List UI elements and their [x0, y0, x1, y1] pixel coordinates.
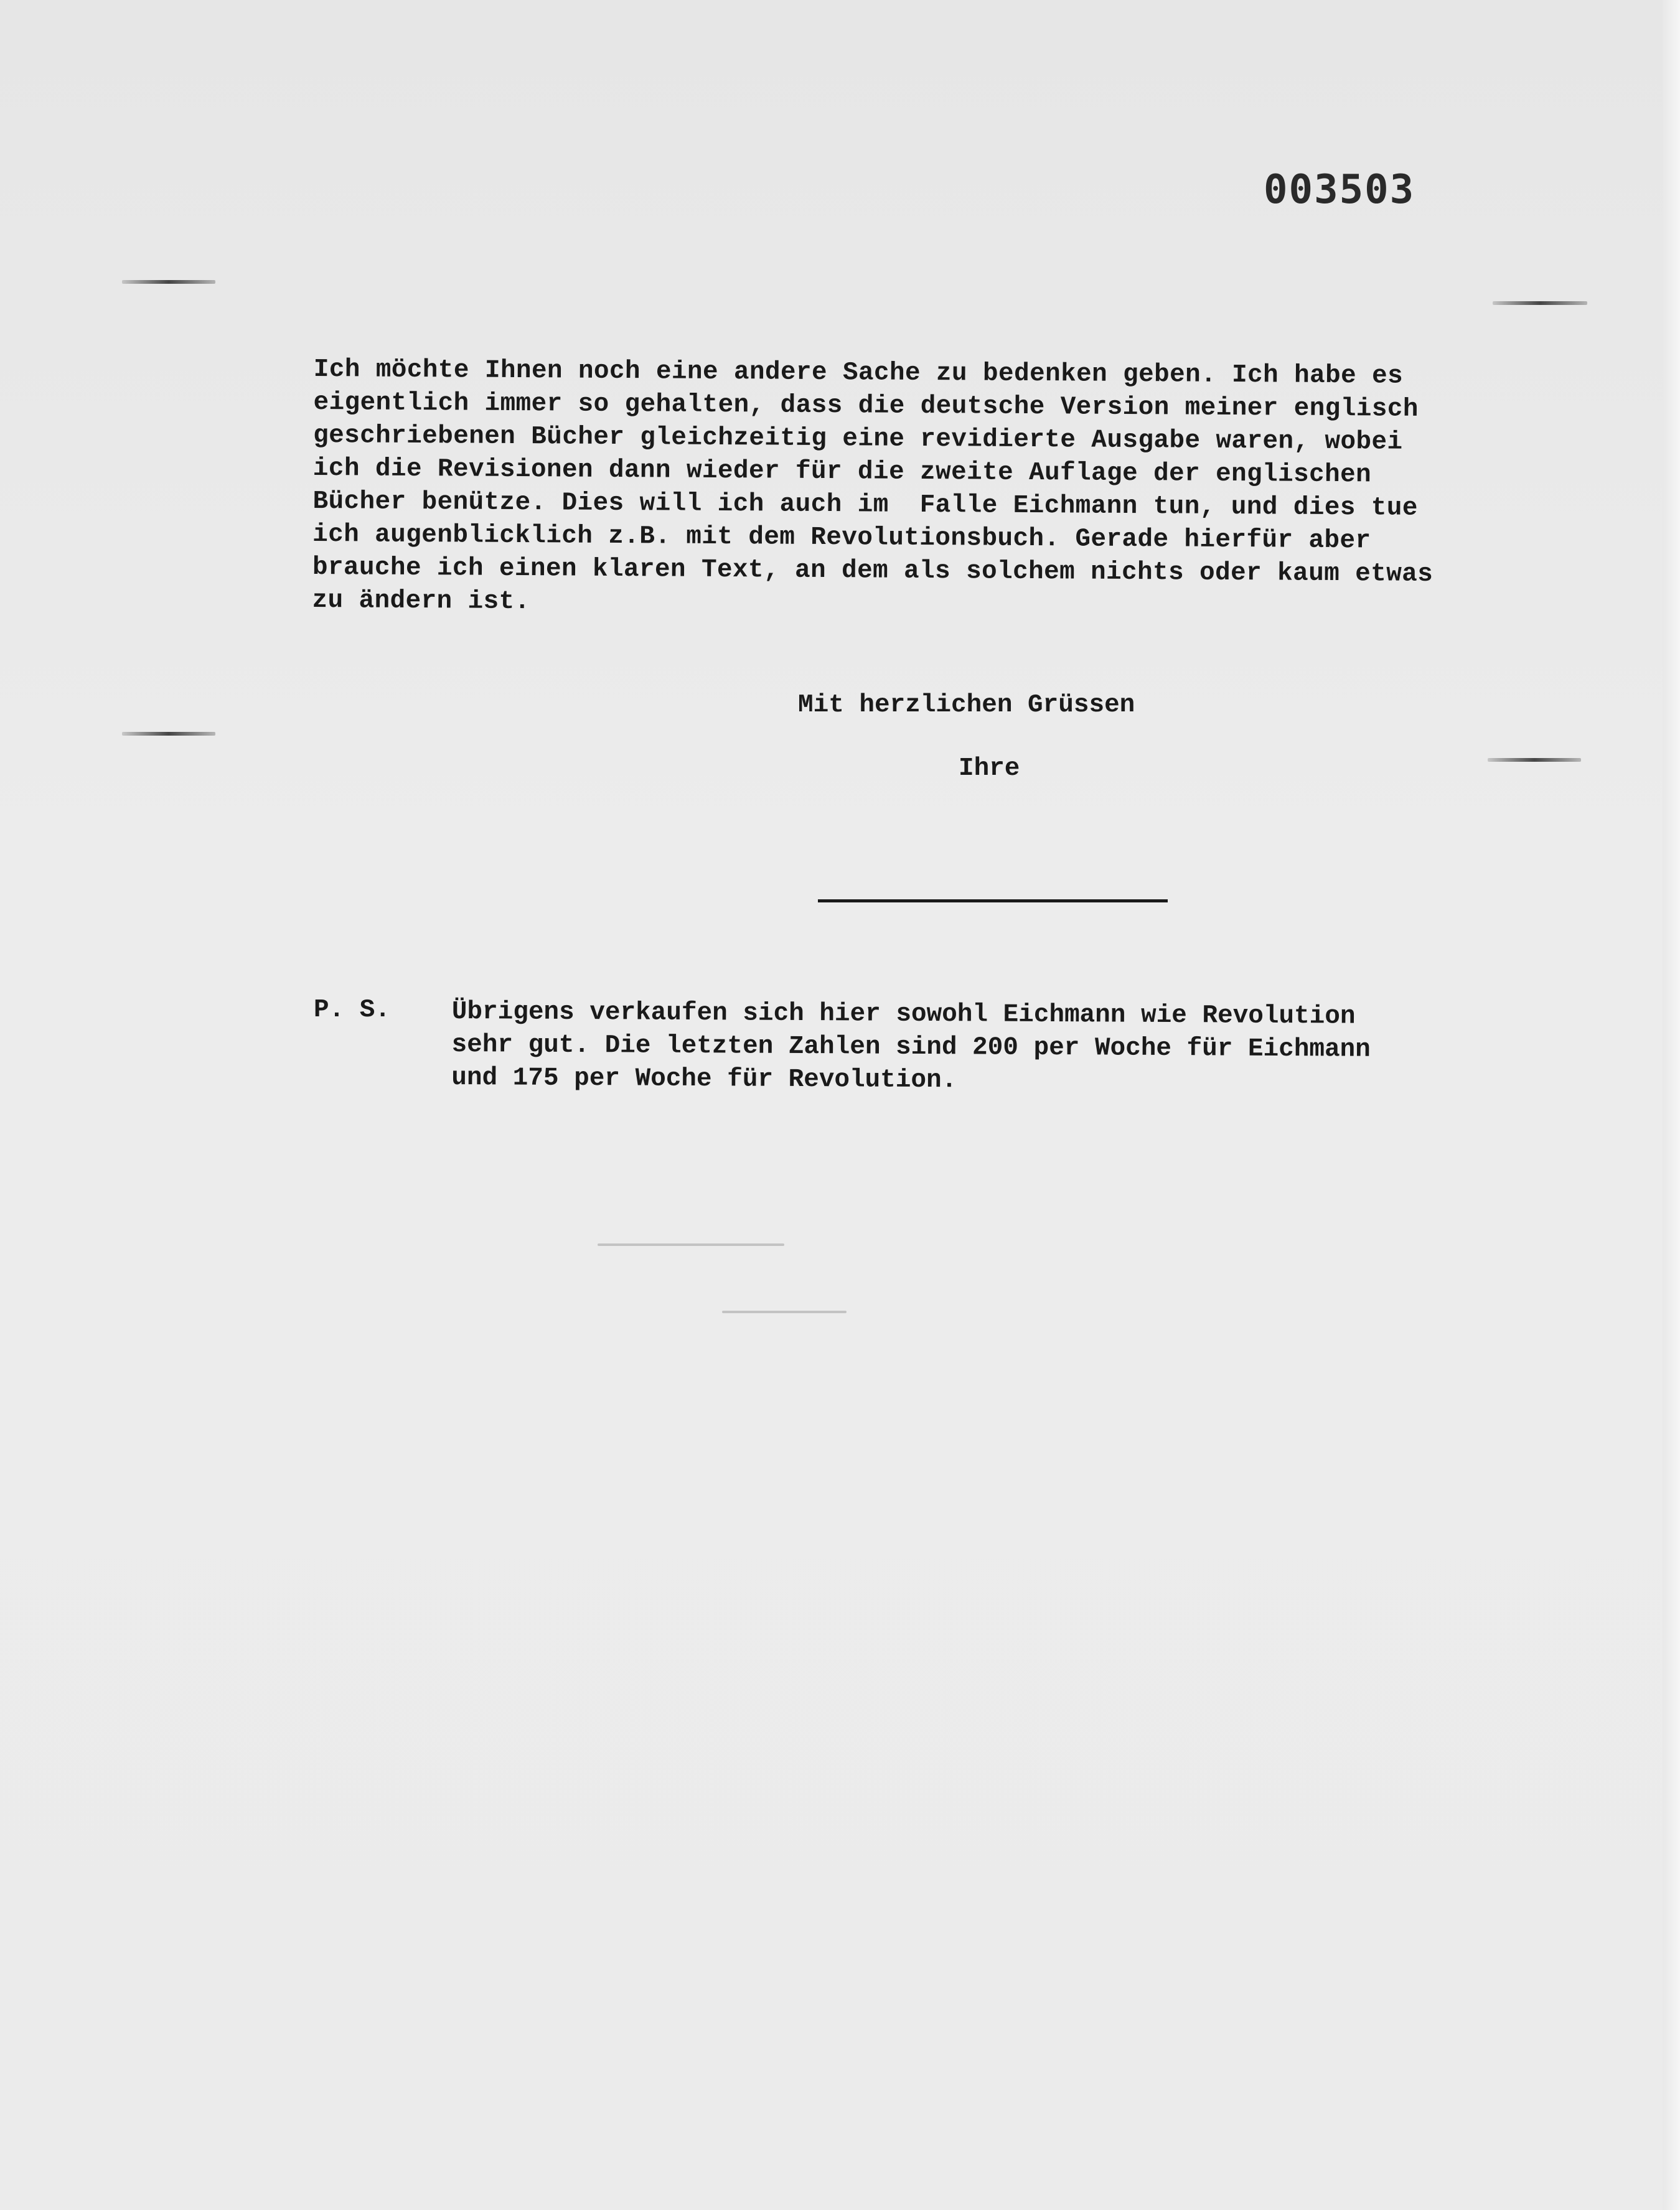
left-margin-mark-top [122, 280, 215, 284]
postscript-line: sehr gut. Die letzten Zahlen sind 200 per Woche für Eichmann [451, 1030, 1371, 1064]
page-edge [1663, 0, 1680, 2210]
document-number: 003503 [1264, 167, 1415, 213]
letter-body [312, 354, 1584, 625]
postscript-label: P. S. [314, 996, 391, 1024]
closing-greeting: Mit herzlichen Grüssen [798, 691, 1135, 719]
right-margin-mark-top [1493, 301, 1587, 305]
body-line: eigentlich immer so gehalten, dass die deutsche Version meiner englisch [313, 388, 1419, 424]
right-margin-mark-bottom [1488, 758, 1581, 762]
body-line: ich die Revisionen dann wieder für die zweite Auflage der englischen [312, 454, 1372, 490]
body-line: zu ändern ist. [312, 586, 530, 617]
bleed-through-line [598, 1243, 784, 1246]
postscript-line: und 175 per Woche für Revolution. [451, 1063, 957, 1095]
left-margin-mark-bottom [122, 732, 215, 736]
signature-label: Ihre [959, 754, 1020, 783]
body-line: Ich möchte Ihnen noch eine andere Sache zu bedenken geben. Ich habe es [313, 355, 1404, 391]
signature-line [818, 899, 1168, 902]
bleed-through-line [722, 1311, 847, 1313]
body-line: Bücher benütze. Dies will ich auch im Falle Eichmann tun, und dies tue [312, 487, 1418, 523]
postscript-text [451, 996, 1371, 1100]
body-line: ich augenblicklich z.B. mit dem Revolutionsbuch. Gerade hierfür aber [312, 520, 1371, 556]
postscript-line: Übrigens verkaufen sich hier sowohl Eichmann wie Revolution [451, 998, 1356, 1031]
body-line: brauche ich einen klaren Text, an dem als solchem nichts oder kaum etwas [312, 553, 1434, 589]
body-line: geschriebenen Bücher gleichzeitig eine revidierte Ausgabe waren, wobei [313, 421, 1403, 457]
